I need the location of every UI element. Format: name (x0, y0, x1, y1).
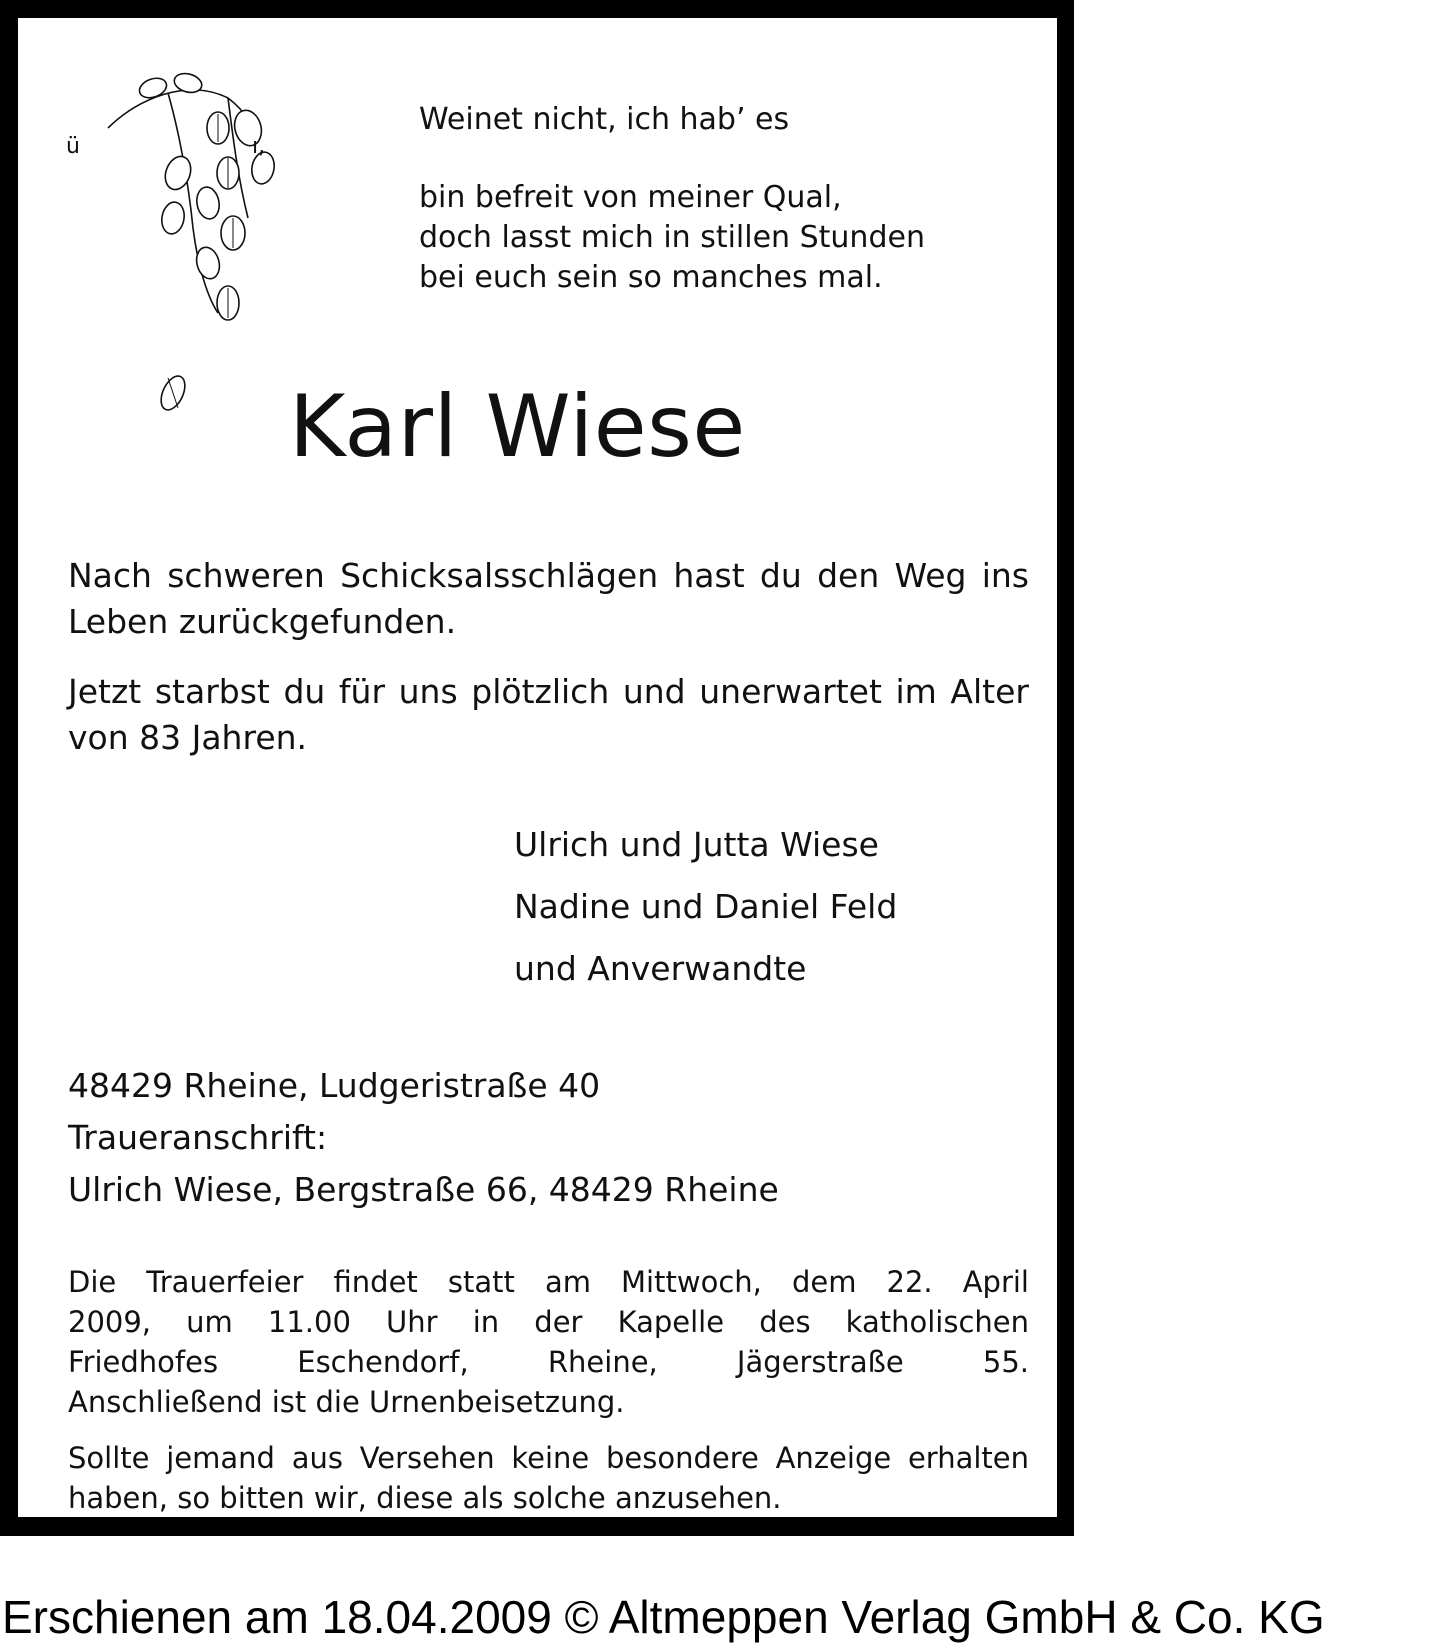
deceased-name: Karl Wiese (289, 377, 746, 477)
poem-line: bin befreit von meiner Qual, (419, 180, 842, 215)
signers (514, 814, 897, 1000)
funeral-info-line: Die Trauerfeier findet statt am Mittwoch, dem 22. April (68, 1265, 1029, 1299)
poem-line: Weinet nicht, ich hab’ es (419, 102, 790, 137)
text-fragment-left: ü (66, 134, 80, 159)
notice-text: Sollte jemand aus Versehen keine besondere Anzeige erhalten haben, so bitten wir, diese als solche anzusehen. (68, 1441, 1029, 1515)
memorial-paragraph-2: Jetzt starbst du für uns plötzlich und unerwartet im Alter von 83 Jahren. (68, 672, 1029, 757)
publication-footer: Erschienen am 18.04.2009 © Altmeppen Verlag GmbH & Co. KG (2, 1591, 1325, 1643)
signer: Ulrich und Jutta Wiese (514, 825, 879, 864)
text-fragment-right: ı, (252, 134, 266, 159)
obituary-notice (18, 18, 1057, 1517)
address-line: Ulrich Wiese, Bergstraße 66, 48429 Rheine (68, 1170, 779, 1209)
funeral-info-line: Anschließend ist die Urnenbeisetzung. (68, 1385, 625, 1419)
funeral-info-line: Friedhofes Eschendorf, Rheine, Jägerstraße 55. (68, 1345, 1029, 1379)
address-line: 48429 Rheine, Ludgeristraße 40 (68, 1066, 601, 1105)
address-label: Traueranschrift: (68, 1118, 328, 1157)
funeral-info-line: 2009, um 11.00 Uhr in der Kapelle des katholischen (68, 1305, 1029, 1339)
poem-line: bei euch sein so manches mal. (419, 260, 883, 295)
poem (419, 100, 925, 298)
signer: und Anverwandte (514, 949, 807, 988)
memorial-paragraph-1: Nach schweren Schicksalsschlägen hast du den Weg ins Leben zurückgefunden. (68, 556, 1029, 641)
poem-line: doch lasst mich in stillen Stunden (419, 220, 925, 255)
signer: Nadine und Daniel Feld (514, 887, 898, 926)
leaves-illustration (78, 58, 298, 448)
funeral-info (68, 1262, 1029, 1422)
address-block (68, 1060, 779, 1216)
